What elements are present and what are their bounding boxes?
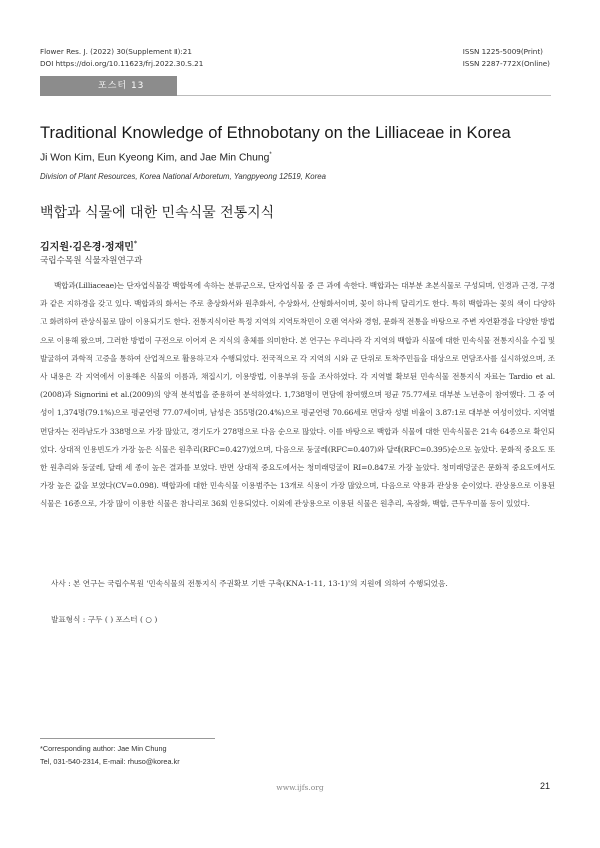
contact-info: Tel, 031-540-2314, E-mail: rhuso@korea.kr [40,756,180,766]
doi-line: DOI https://doi.org/10.11623/frj.2022.30.S.21 [40,58,204,68]
footnote [40,743,180,768]
korean-author-names: 김지원·김은경·정재민 [40,242,134,253]
header-divider [177,95,551,96]
english-authors [40,152,272,163]
issn-block [463,46,550,69]
presentation-format: 발표형식 : 구두 ( ) 포스터 ( ○ ) [51,615,158,624]
author-names: Ji Won Kim, Eun Kyeong Kim, and Jae Min Chung [40,152,270,164]
corresponding-author: *Corresponding author: Jae Min Chung [40,744,167,753]
korean-affiliation: 국립수목원 식물자원연구과 [40,256,143,266]
korean-corresponding-mark: * [133,240,138,248]
corresponding-mark: * [269,152,272,158]
english-title: Traditional Knowledge of Ethnobotany on the Lilliaceae in Korea [40,123,511,142]
issn-online: ISSN 2287-772X(Online) [462,58,550,68]
journal-citation: Flower Res. J. (2022) 30(Supplement Ⅱ):21 [40,47,192,56]
korean-title: 백합과 식물에 대한 민속식물 전통지식 [40,205,275,221]
page-number: 21 [539,781,550,791]
journal-header [40,46,203,69]
korean-authors [40,238,137,253]
acknowledgement: 사사 : 본 연구는 국립수목원 '민속식물의 전통지식 주권확보 기반 구축(KNA-1-11, 13-1)'의 지원에 의하여 수행되었음. [51,579,448,588]
footnote-divider [40,738,215,739]
poster-number-label: 포스터 13 [40,76,177,96]
abstract-body: 백합과(Lilliaceae)는 단자엽식물강 백합목에 속하는 분류군으로, 단자엽식물 중 큰 과에 속한다. 백합과는 대부분 초본식물로 구성되며, 인경과 근경, 구경과 같은 지하경을 갖고 있다. 백합과의 화서는 주로 총상화서와 원추화서, 수상화서, 산형화서이며, 꽃이 하나씩 달리기도 한다. 특히 백합과는 꽃의 색이 다양하고 화려하여 관상식물로 많이 이용되기도 한다. 전통지식이란 특정 지역의 지역토착민이 오랜 역사와 경험, 문화적 전통을 바탕으로 주변 자연환경을 다양한 방법으로 이용해 왔으며, 그러한 방법이 구전으로 이어져 온 지식의 총체를 의미한다. 본 연구는 우리나라 각 지역의 백합과 식물에 대한 민속식물 전통지식을 수집 및 발굴하여 과학적 고증을 통하여 산업적으로 활용하고자 수행되었다. 전국적으로 각 지역의 시와 군 단위로 토착주민들을 대상으로 면담조사를 실시하였으며, 조사 내용은 각 지역에서 이용해온 식물의 이름과, 채집시기, 이용방법, 이용부위 등을 조사하였다. 각 지역별 확보된 민속식물 전통지식 자료는 Tardio et al.(2008)과 Signorini et al.(2009)의 양적 분석법을 준용하여 분석하였다. 1,738명이 면담에 참여했으며 평균 75.77세로 대부분 노년층이 참여했다. 그 중 여성이 1,374명(79.1%)으로 평균연령 77.07세이며, 남성은 355명(20.4%)으로 평균연령 70.66세로 면담자 성별 비율이 3.87:1로 대부분 여성이었다. 지역별 면담자는 전라남도가 338명으로 가장 많았고, 경기도가 278명으로 다음 순으로 많았다. 이를 바탕으로 백합과 식물에 대한 민속식물은 21속 64종으로 확인되었다. 상대적 인용빈도가 가장 높은 식물은 원추리(RFC=0.427)였으며, 다음으로 둥굴레(RFC=0.407)와 달래(RFC=0.395)순으로 높았다. 문화적 중요도 또한 원추리와 둥굴레, 달래 세 종이 높은 결과를 보였다. 반면 상대적 중요도에서는 청미래덩굴이 RI=0.847로 가장 높았다. 청미래덩굴은 문화적 중요도에서도 가장 높은 값을 보였다(CV=0.098). 백합과에 대한 민속식물 이용범주는 13개로 식용이 가장 많았으며, 다음으로 약용과 관상용 순이었다. 관상용으로 이용된 식물은 16종으로, 가장 많이 이용한 식물은 참나리로 36회 인용되었다. 이외에 관상용으로 이용된 식물은 원추리, 옥잠화, 백합, 큰두우미풀 등이 있었다. [40,281,555,509]
issn-print: ISSN 1225-5009(Print) [462,47,543,56]
journal-website: www.ijfs.org [276,783,324,792]
english-affiliation: Division of Plant Resources, Korea National Arboretum, Yangpyeong 12519, Korea [40,172,326,181]
